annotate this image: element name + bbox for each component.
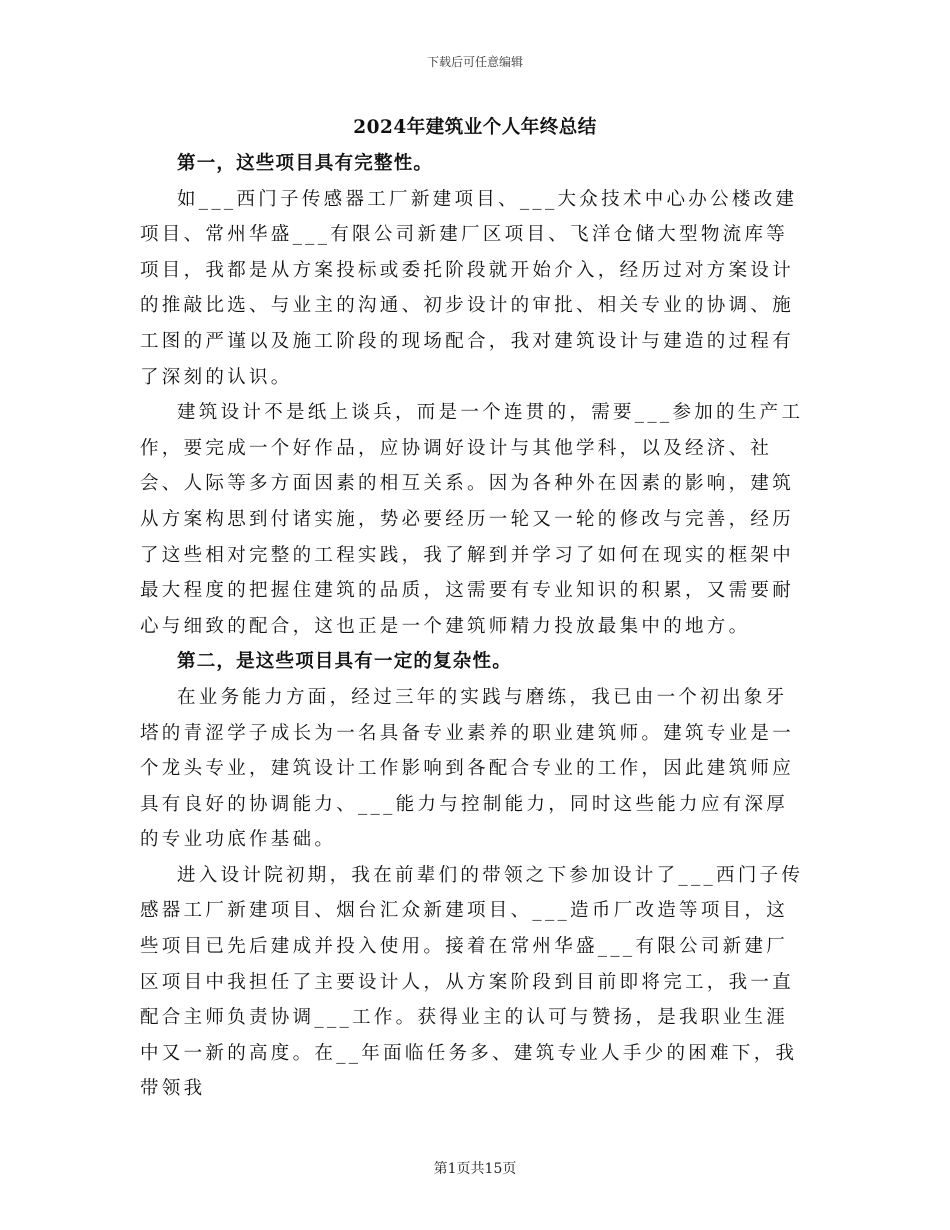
body-paragraph: 建筑设计不是纸上谈兵，而是一个连贯的，需要___参加的生产工作，要完成一个好作品，应协调好设计与其他学科，以及经济、社会、人际等多方面因素的相互关系。因为各种外在因素的影响，建筑从方案构思到付诸实施，势必要经历一轮又一轮的修改与完善，经历了这些相对完整的工程实践，我了解到并学习了如何在现实的框架中最大程度的把握住建筑的品质，这需要有专业知识的积累，又需要耐心与细致的配合，这也正是一个建筑师精力投放最集中的地方。: [140, 402, 804, 637]
document-title: 2024年建筑业个人年终总结: [353, 117, 597, 138]
section-heading-1: 第一，这些项目具有完整性。: [177, 153, 434, 174]
body-paragraph: 进入设计院初期，我在前辈们的带领之下参加设计了___西门子传感器工厂新建项目、烟台汇众新建项目、___造币厂改造等项目，这些项目已先后建成并投入使用。接着在常州华盛___有限公司新建厂区项目中我担任了主要设计人，从方案阶段到目前即将完工，我一直配合主师负责协调___工作。获得业主的认可与赞扬，是我职业生涯中又一新的高度。在__年面临任务多、建筑专业人手少的困难下，我带领我: [140, 864, 804, 1100]
body-paragraph: 在业务能力方面，经过三年的实践与磨练，我已由一个初出象牙塔的青涩学子成长为一名具备专业素养的职业建筑师。建筑专业是一个龙头专业，建筑设计工作影响到各配合专业的工作，因此建筑师应具有良好的协调能力、___能力与控制能力，同时这些能力应有深厚的专业功底作基础。: [140, 686, 795, 851]
document-body: [140, 146, 808, 1107]
section-heading-2: 第二，是这些项目具有一定的复杂性。: [177, 651, 512, 673]
page-header-note: 下载后可任意编辑: [426, 55, 523, 69]
page-number-footer: 第1页共15页: [433, 1161, 517, 1177]
body-paragraph: 如___西门子传感器工厂新建项目、___大众技术中心办公楼改建项目、常州华盛___有限公司新建厂区项目、飞洋仓储大型物流库等项目，我都是从方案投标或委托阶段就开始介入，经历过对方案设计的推敲比选、与业主的沟通、初步设计的审批、相关专业的协调、施工图的严谨以及施工阶段的现场配合，我对建筑设计与建造的过程有了深刻的认识。: [140, 188, 798, 388]
